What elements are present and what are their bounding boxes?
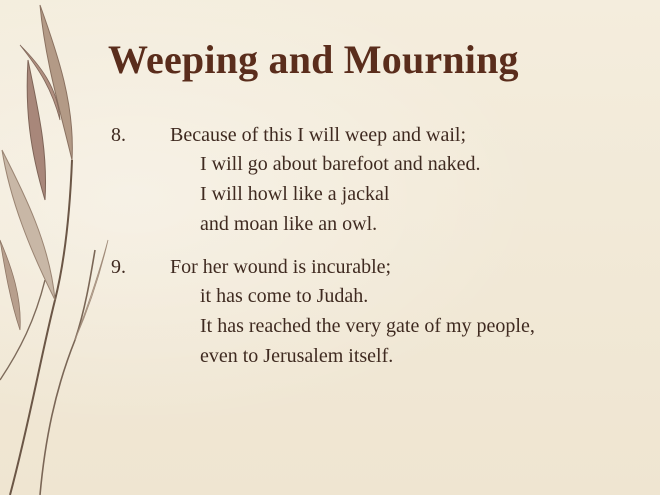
verse-line: it has come to Judah. xyxy=(200,285,369,307)
verse-line: I will go about barefoot and naked. xyxy=(200,153,481,175)
verse-line: It has reached the very gate of my people, xyxy=(200,315,535,337)
verse-number: 9. xyxy=(111,256,126,278)
dried-leaves-decoration xyxy=(0,0,110,495)
verse-line: I will howl like a jackal xyxy=(200,183,390,205)
verse-line: even to Jerusalem itself. xyxy=(200,345,394,367)
verse-line: Because of this I will weep and wail; xyxy=(170,124,467,146)
slide-title: Weeping and Mourning xyxy=(108,37,519,82)
verse-number: 8. xyxy=(111,124,126,146)
verse-line: and moan like an owl. xyxy=(200,213,378,235)
verse-line: For her wound is incurable; xyxy=(170,256,392,278)
